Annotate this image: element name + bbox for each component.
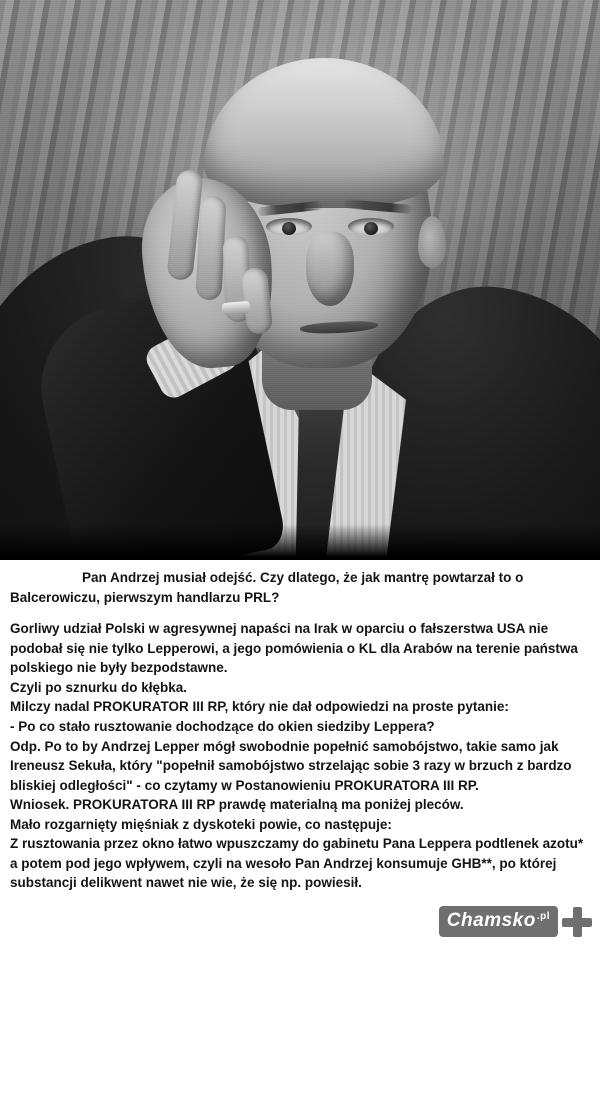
caption-paragraph-5: Odp. Po to by Andrzej Lepper mógł swobodnie popełnić samobójstwo, takie samo jak Ireneusz Sekuła, który "popełnił samobójstwo strzelając sobie 3 razy w brzuch z bardzo bliskiej odległości" - co czytamy w Postanowieniu PROKURATORA III RP. bbox=[10, 738, 572, 793]
caption-paragraph-3: Milczy nadal PROKURATOR III RP, który nie dał odpowiedzi na proste pytanie: bbox=[10, 699, 509, 715]
chamsko-logo bbox=[439, 906, 592, 937]
logo-name: Chamsko bbox=[446, 910, 536, 931]
logo-wordmark bbox=[439, 906, 558, 937]
caption-paragraph-4: - Po co stało rusztowanie dochodzące do okien siedziby Leppera? bbox=[10, 718, 435, 734]
eye-left bbox=[266, 218, 312, 235]
nose bbox=[306, 232, 354, 306]
caption-paragraph-2: Czyli po sznurku do kłębka. bbox=[10, 679, 188, 695]
caption-paragraph-8: Z rusztowania przez okno łatwo wpuszczamy do gabinetu Pana Leppera podtlenek azotu* a potem pod jego wpływem, czyli na wesoło Pan Andrzej konsumuje GHB**, po której substancji delikwent nawet nie wie, że się np. powiesił. bbox=[10, 836, 584, 891]
photo-bottom-fade bbox=[0, 524, 600, 560]
footer bbox=[0, 897, 600, 941]
caption-text bbox=[0, 560, 600, 897]
pupil-left bbox=[282, 222, 296, 235]
wedding-ring bbox=[222, 301, 251, 315]
logo-tld: .pl bbox=[536, 910, 550, 922]
caption-paragraph-1: Gorliwy udział Polski w agresywnej napaści na Irak w oparciu o fałszerstwa USA nie podobał się nie tylko Lepperowi, a jego pomówienia o KL dla Arabów na terenie państwa polskiego nie były bezpodstawne. bbox=[10, 621, 578, 676]
caption-paragraph-6: Wniosek. PROKURATORA III RP prawdę materialną ma poniżej pleców. bbox=[10, 797, 464, 813]
caption-paragraph-7: Mało rozgarnięty mięśniak z dyskoteki powie, co następuje: bbox=[10, 816, 392, 832]
plus-icon bbox=[562, 907, 592, 937]
caption-lead: Pan Andrzej musiał odejść. Czy dlatego, że jak mantrę powtarzał to o Balcerowiczu, pierwszym handlarzu PRL? bbox=[10, 570, 524, 605]
eye-right bbox=[348, 218, 394, 235]
pupil-right bbox=[364, 222, 378, 235]
